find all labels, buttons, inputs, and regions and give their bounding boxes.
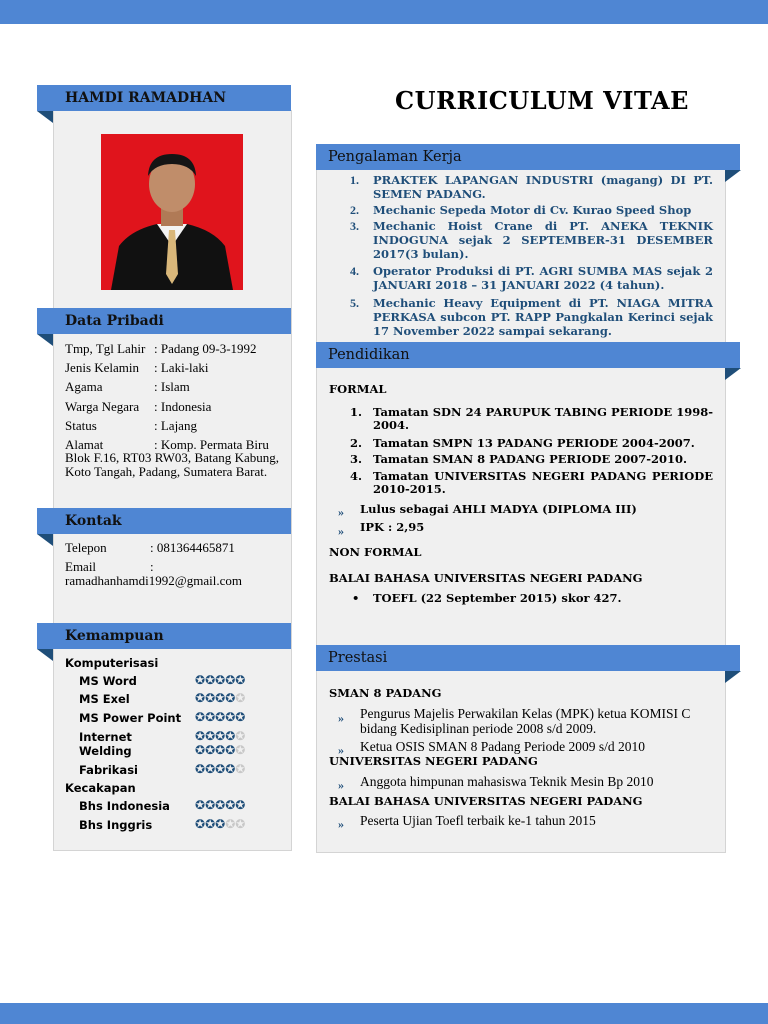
top-decorative-bar [0,0,768,24]
page-title: CURRICULUM VITAE [395,86,689,115]
personal-label: Agama [65,379,103,394]
pendidikan-fold [725,368,741,380]
kecakapan-category: Kecakapan [65,781,136,795]
pendidikan-header [316,342,740,368]
experience-number: 2. [350,203,359,217]
skill-rating [195,691,245,706]
chevron-right-icon: » [338,711,344,725]
language-rating [195,798,245,813]
experience-number: 4. [350,264,359,278]
alamat-value: : Komp. Permata Biru [154,437,269,452]
kontak-header [37,508,291,534]
rating-star-icon: ✪ [205,762,216,776]
achievement-org: UNIVERSITAS NEGERI PADANG [329,754,538,768]
data-pribadi-header [37,308,291,334]
data-pribadi-fold [37,334,53,346]
skill-name: MS Exel [79,692,130,706]
education-number: 1. [350,405,363,419]
kontak-title: Kontak [65,513,122,529]
education-item: Tamatan UNIVERSITAS NEGERI PADANG PERIODE 2010-2015. [373,469,713,496]
rating-star-icon: ✪ [205,710,216,724]
skill-rating [195,710,245,725]
rating-star-icon: ✪ [195,743,206,757]
experience-number: 1. [350,173,359,187]
skill-name: Internet [79,730,132,744]
chevron-right-icon: » [338,743,344,757]
skill-name: MS Word [79,674,137,688]
chevron-right-icon: » [338,817,344,831]
rating-star-icon: ✪ [225,817,236,831]
rating-star-icon: ✪ [225,691,236,705]
skill-rating [195,673,245,688]
rating-star-icon: ✪ [235,673,246,687]
nonformal-org: BALAI BAHASA UNIVERSITAS NEGERI PADANG [329,571,643,585]
skill-name: Welding [79,744,132,758]
rating-star-icon: ✪ [235,817,246,831]
rating-star-icon: ✪ [205,673,216,687]
personal-value: : Lajang [154,418,197,433]
data-pribadi-title: Data Pribadi [65,313,164,329]
language-name: Bhs Indonesia [79,799,170,813]
rating-star-icon: ✪ [225,743,236,757]
rating-star-icon: ✪ [215,798,226,812]
personal-label: Jenis Kelamin [65,360,140,375]
chevron-right-icon: » [338,505,344,519]
chevron-right-icon: » [338,778,344,792]
education-item: Tamatan SMAN 8 PADANG PERIODE 2007-2010. [373,452,687,466]
name-header-fold [37,111,53,123]
experience-number: 3. [350,219,359,233]
rating-star-icon: ✪ [235,743,246,757]
experience-number: 5. [350,296,359,310]
rating-star-icon: ✪ [215,729,226,743]
kemampuan-header [37,623,291,649]
chevron-right-icon: » [338,524,344,538]
bottom-decorative-bar [0,1003,768,1024]
education-number: 2. [350,436,363,450]
komputer-category: Komputerisasi [65,656,159,670]
person-portrait-icon [101,134,243,290]
personal-value: : Indonesia [154,399,212,414]
skill-rating [195,762,245,777]
name-header [37,85,291,111]
experience-item: PRAKTEK LAPANGAN INDUSTRI (magang) DI PT. SEMEN PADANG. [373,173,713,201]
prestasi-header [316,645,740,671]
personal-row [65,341,145,357]
rating-star-icon: ✪ [235,762,246,776]
experience-item: Operator Produksi di PT. AGRI SUMBA MAS sejak 2 JANUARI 2018 – 31 JANUARI 2022 (4 tahun). [373,264,713,292]
pendidikan-title: Pendidikan [328,347,410,363]
nonformal-item: TOEFL (22 September 2015) skor 427. [373,591,622,605]
rating-star-icon: ✪ [225,798,236,812]
experience-item: Mechanic Hoist Crane di PT. ANEKA TEKNIK INDOGUNA sejak 2 SEPTEMBER-31 DESEMBER 2017(3 bulan). [373,219,713,261]
rating-star-icon: ✪ [215,743,226,757]
profile-photo [101,134,243,290]
alamat-label: Alamat [65,437,104,452]
achievement-item: Peserta Ujian Toefl terbaik ke-1 tahun 2015 [360,813,596,828]
bullet-icon: • [352,591,360,605]
achievement-org: SMAN 8 PADANG [329,686,442,700]
language-rating [195,817,245,832]
phone-value: : 081364465871 [150,540,235,555]
pengalaman-title: Pengalaman Kerja [328,149,462,165]
kemampuan-fold [37,649,53,661]
personal-value: : Padang 09-3-1992 [154,341,257,356]
rating-star-icon: ✪ [235,710,246,724]
rating-star-icon: ✪ [225,729,236,743]
personal-label: Status [65,418,97,433]
rating-star-icon: ✪ [215,710,226,724]
skill-rating [195,729,245,744]
kemampuan-title: Kemampuan [65,628,164,644]
experience-item: Mechanic Heavy Equipment di PT. NIAGA MITRA PERKASA subcon PT. RAPP Pangkalan Kerinci sejak 17 November 2022 sampai sekarang. [373,296,713,338]
alamat-continuation: Blok F.16, RT03 RW03, Batang Kabung, Koto Tangah, Padang, Sumatera Barat. [65,450,279,479]
rating-star-icon: ✪ [195,798,206,812]
rating-star-icon: ✪ [215,762,226,776]
rating-star-icon: ✪ [205,691,216,705]
rating-star-icon: ✪ [225,710,236,724]
email-value: ramadhanhamdi1992@gmail.com [65,573,242,588]
rating-star-icon: ✪ [215,817,226,831]
skill-name: Fabrikasi [79,763,138,777]
degree-note: Lulus sebagai AHLI MADYA (DIPLOMA III) [360,502,637,516]
rating-star-icon: ✪ [235,798,246,812]
gpa-note: IPK : 2,95 [360,520,425,534]
rating-star-icon: ✪ [225,673,236,687]
skill-name: MS Power Point [79,711,182,725]
personal-label: Warga Negara [65,399,140,414]
achievement-org: BALAI BAHASA UNIVERSITAS NEGERI PADANG [329,794,643,808]
rating-star-icon: ✪ [205,729,216,743]
rating-star-icon: ✪ [205,817,216,831]
education-number: 3. [350,452,363,466]
skill-rating [195,743,245,758]
prestasi-title: Prestasi [328,650,388,666]
email-label: Email [65,559,97,574]
rating-star-icon: ✪ [215,673,226,687]
education-item: Tamatan SMPN 13 PADANG PERIODE 2004-2007. [373,436,695,450]
prestasi-fold [725,671,741,683]
rating-star-icon: ✪ [235,691,246,705]
formal-label: FORMAL [329,382,387,396]
rating-star-icon: ✪ [215,691,226,705]
achievement-item: Ketua OSIS SMAN 8 Padang Periode 2009 s/d 2010 [360,739,645,754]
rating-star-icon: ✪ [195,762,206,776]
personal-value: : Laki-laki [154,360,209,375]
experience-item: Mechanic Sepeda Motor di Cv. Kurao Speed Shop [373,203,692,217]
personal-value: : Islam [154,379,190,394]
rating-star-icon: ✪ [195,729,206,743]
email-colon: : [150,559,154,574]
rating-star-icon: ✪ [205,743,216,757]
nonformal-label: NON FORMAL [329,545,422,559]
kontak-fold [37,534,53,546]
personal-label: Tmp, Tgl Lahir [65,341,146,356]
rating-star-icon: ✪ [195,673,206,687]
full-name: HAMDI RAMADHAN [65,90,227,106]
rating-star-icon: ✪ [195,817,206,831]
language-name: Bhs Inggris [79,818,153,832]
achievement-item: Anggota himpunan mahasiswa Teknik Mesin Bp 2010 [360,774,654,789]
education-number: 4. [350,469,363,483]
rating-star-icon: ✪ [205,798,216,812]
achievement-item: Pengurus Majelis Perwakilan Kelas (MPK) ketua KOMISI C bidang Kedisiplinan periode 2008 s/d 2009. [360,706,691,736]
pengalaman-fold [725,170,741,182]
rating-star-icon: ✪ [225,762,236,776]
pengalaman-header [316,144,740,170]
rating-star-icon: ✪ [195,710,206,724]
rating-star-icon: ✪ [235,729,246,743]
phone-label: Telepon [65,540,107,555]
rating-star-icon: ✪ [195,691,206,705]
education-item: Tamatan SDN 24 PARUPUK TABING PERIODE 1998-2004. [373,405,713,432]
